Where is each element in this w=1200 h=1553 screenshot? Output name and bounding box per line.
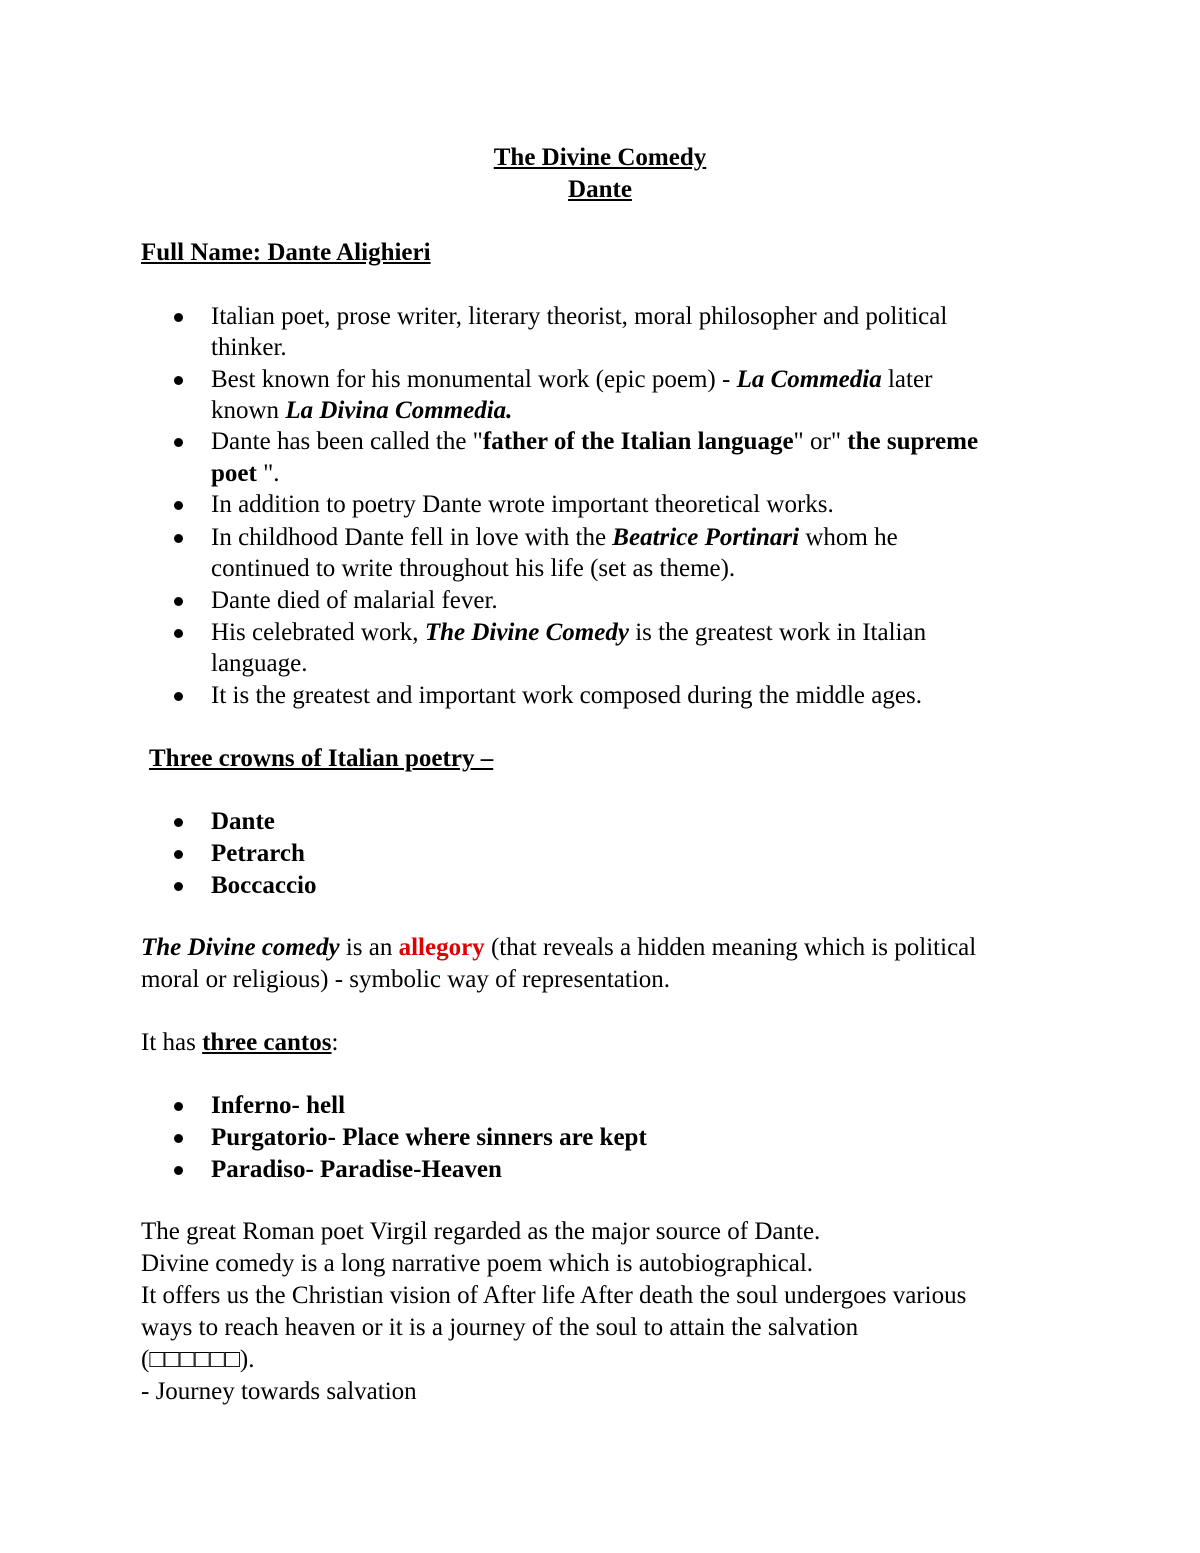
fact-2-line-1: Best known for his monumental work (epic poem) - La Commedia later bbox=[211, 366, 933, 393]
bullet-icon bbox=[174, 850, 183, 859]
closing-line-4: ways to reach heaven or it is a journey of the soul to attain the salvation bbox=[141, 1314, 859, 1341]
fact-7-line-1: His celebrated work, The Divine Comedy is the greatest work in Italian bbox=[211, 619, 927, 646]
bullet-icon bbox=[174, 818, 183, 827]
closing-line-1: The great Roman poet Virgil regarded as the major source of Dante. bbox=[141, 1218, 821, 1245]
closing-line-3: It offers us the Christian vision of After life After death the soul undergoes various bbox=[141, 1282, 967, 1309]
fact-5-line-1: In childhood Dante fell in love with the Beatrice Portinari whom he bbox=[211, 524, 898, 551]
fact-3-line-2: poet ". bbox=[211, 460, 280, 487]
bullet-icon bbox=[174, 1134, 183, 1143]
fact-1-line-1: Italian poet, prose writer, literary theorist, moral philosopher and political bbox=[211, 303, 948, 330]
document-author: Dante bbox=[568, 176, 632, 203]
fact-7-line-2: language. bbox=[211, 650, 308, 677]
bullet-icon bbox=[174, 692, 183, 701]
crowns-heading: Three crowns of Italian poetry – bbox=[149, 745, 494, 772]
closing-line-2: Divine comedy is a long narrative poem which is autobiographical. bbox=[141, 1250, 814, 1277]
bullet-icon bbox=[174, 376, 183, 385]
full-name-heading: Full Name: Dante Alighieri bbox=[141, 239, 431, 266]
canto-item: Inferno- hell bbox=[211, 1092, 346, 1119]
bullet-icon bbox=[174, 501, 183, 510]
fact-4: In addition to poetry Dante wrote important theoretical works. bbox=[211, 491, 834, 518]
fact-1-line-2: thinker. bbox=[211, 334, 287, 361]
bullet-icon bbox=[174, 1102, 183, 1111]
bullet-icon bbox=[174, 597, 183, 606]
fact-6: Dante died of malarial fever. bbox=[211, 587, 498, 614]
document-title: The Divine Comedy bbox=[493, 144, 707, 171]
bullet-icon bbox=[174, 313, 183, 322]
crown-item: Petrarch bbox=[211, 840, 305, 867]
bullet-icon bbox=[174, 438, 183, 447]
bullet-icon bbox=[174, 1166, 183, 1175]
canto-item: Paradiso- Paradise-Heaven bbox=[211, 1156, 502, 1183]
crown-item: Boccaccio bbox=[211, 872, 317, 899]
fact-2-line-2: known La Divina Commedia. bbox=[211, 397, 513, 424]
fact-3-line-1: Dante has been called the "father of the Italian language" or" the supreme bbox=[211, 428, 979, 455]
canto-item: Purgatorio- Place where sinners are kept bbox=[211, 1124, 647, 1151]
allegory-line-2: moral or religious) - symbolic way of representation. bbox=[141, 966, 671, 993]
bullet-icon bbox=[174, 882, 183, 891]
fact-5-line-2: continued to write throughout his life (set as theme). bbox=[211, 555, 736, 582]
bullet-icon bbox=[174, 629, 183, 638]
cantos-intro: It has three cantos: bbox=[141, 1029, 339, 1056]
allegory-line-1: The Divine comedy is an allegory (that reveals a hidden meaning which is political bbox=[141, 934, 977, 961]
fact-8: It is the greatest and important work composed during the middle ages. bbox=[211, 682, 922, 709]
closing-line-5: (□□□□□□). bbox=[141, 1346, 255, 1373]
bullet-icon bbox=[174, 534, 183, 543]
crown-item: Dante bbox=[211, 808, 275, 835]
closing-line-6: - Journey towards salvation bbox=[141, 1378, 417, 1405]
